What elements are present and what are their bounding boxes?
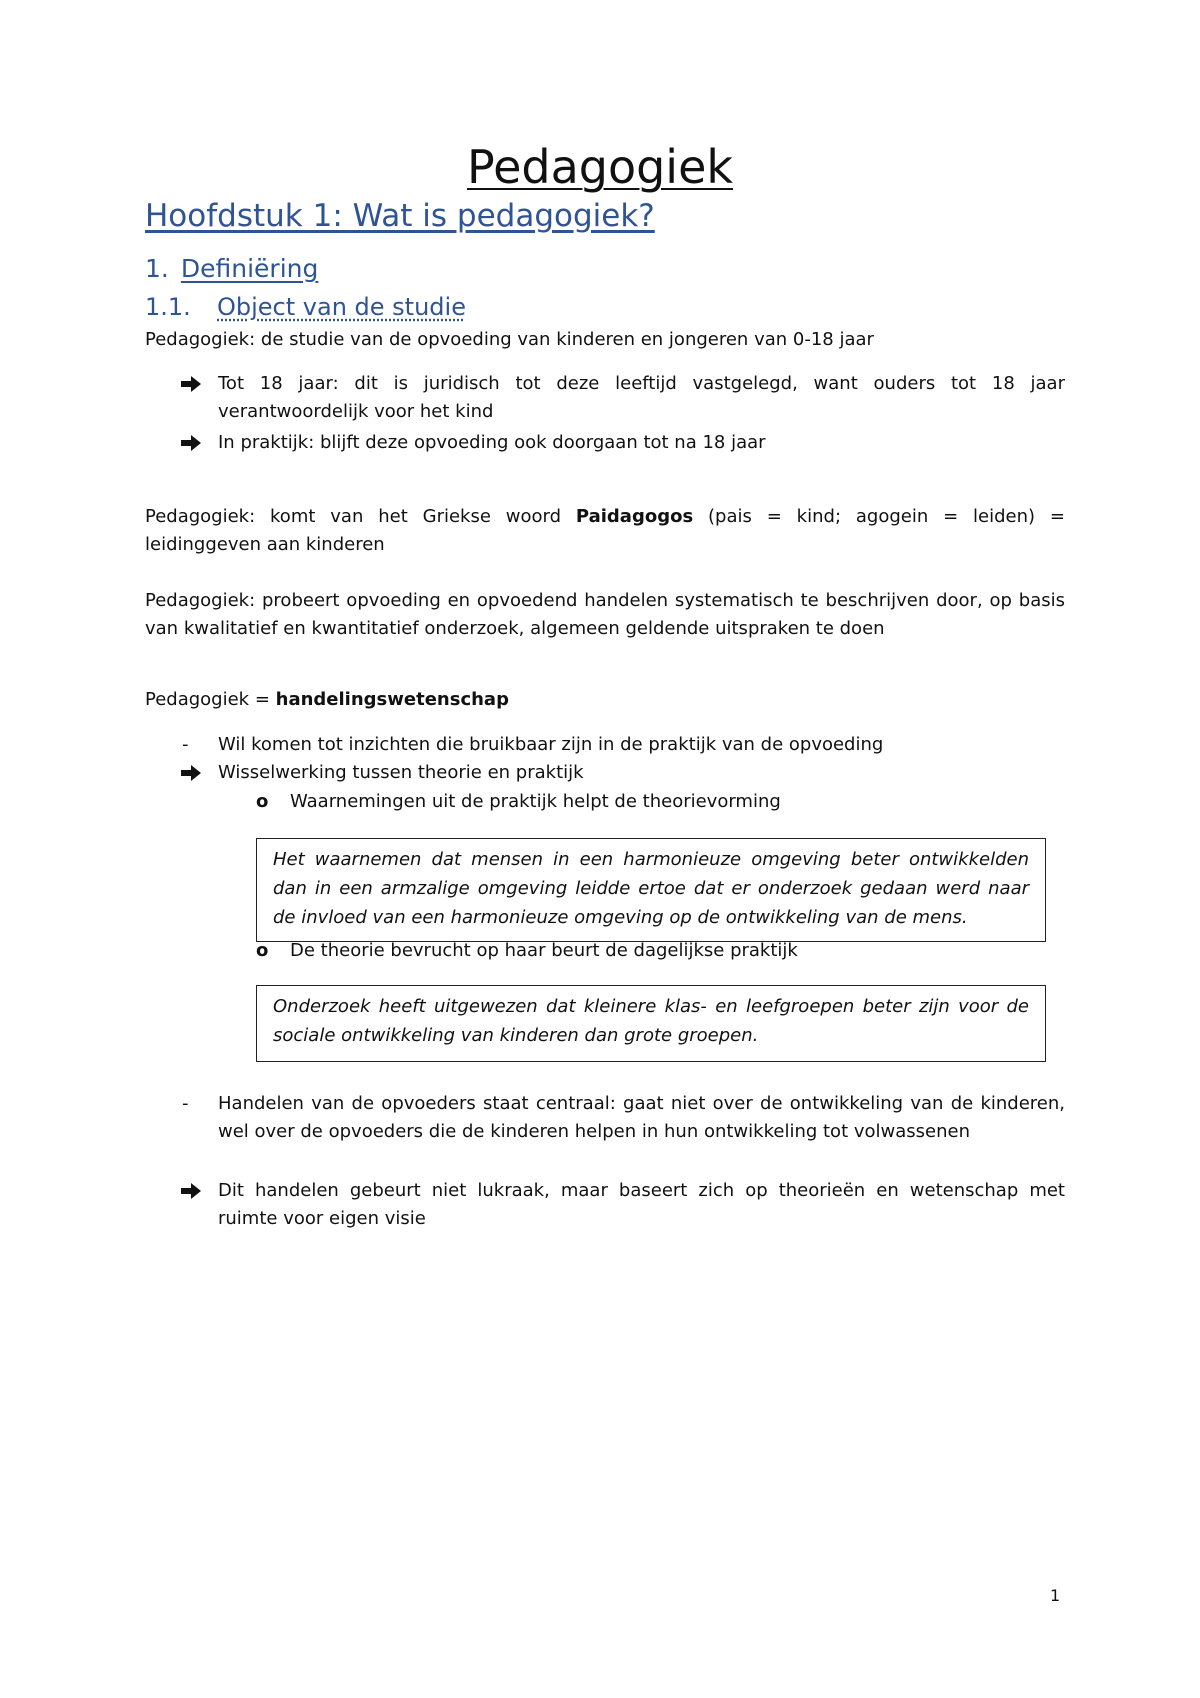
list-item: De theorie bevrucht op haar beurt de dagelijkse praktijk (290, 940, 798, 961)
subsection-title: Object van de studie (217, 293, 466, 321)
arrow-bullet-icon (180, 434, 202, 452)
def2-pre: Pedagogiek: komt van het Griekse woord (145, 506, 576, 527)
dash-marker: - (182, 734, 189, 755)
list-item: Dit handelen gebeurt niet lukraak, maar baseert zich op theorieën en wetenschap met ruimte voor eigen visie (218, 1180, 1065, 1229)
list-item: Waarnemingen uit de praktijk helpt de theorievorming (290, 791, 781, 812)
example-box-1: Het waarnemen dat mensen in een harmonieuze omgeving beter ontwikkelden dan in een armzalige omgeving leidde ertoe dat er onderzoek gedaan werd naar de invloed van een harmonieuze omgeving op de ontwikkeling van de mens. (256, 838, 1046, 942)
list-item: In praktijk: blijft deze opvoeding ook doorgaan tot na 18 jaar (218, 432, 766, 453)
circle-marker: o (256, 940, 269, 961)
section-heading (145, 254, 318, 284)
section-title: Definiëring (180, 254, 319, 283)
list-item: Handelen van de opvoeders staat centraal: gaat niet over de ontwikkeling van de kinderen, wel over de opvoeders die de kinderen helpen in hun ontwikkeling tot volwassenen (218, 1093, 1065, 1142)
definition-paragraph-1: Pedagogiek: de studie van de opvoeding van kinderen en jongeren van 0-18 jaar (145, 329, 874, 350)
subsection-heading (145, 293, 466, 322)
list-item: Tot 18 jaar: dit is juridisch tot deze leeftijd vastgelegd, want ouders tot 18 jaar verantwoordelijk voor het kind (218, 373, 1065, 422)
circle-marker: o (256, 791, 269, 812)
arrow-bullet-icon (180, 375, 202, 393)
def4-bold-term: handelingswetenschap (275, 689, 509, 710)
def2-post: (pais = kind; agogein = leiden) = leidinggeven aan kinderen (145, 506, 1065, 555)
chapter-heading: Hoofdstuk 1: Wat is pedagogiek? (145, 198, 655, 234)
document-title: Pedagogiek (466, 140, 734, 194)
example-box-2: Onderzoek heeft uitgewezen dat kleinere klas- en leefgroepen beter zijn voor de sociale ontwikkeling van kinderen dan grote groepen. (256, 985, 1046, 1062)
arrow-bullet-icon (180, 764, 202, 782)
definition-paragraph-3: Pedagogiek: probeert opvoeding en opvoedend handelen systematisch te beschrijven door, op basis van kwalitatief en kwantitatief onderzoek, algemeen geldende uitspraken te doen (145, 590, 1065, 639)
list-item: Wil komen tot inzichten die bruikbaar zijn in de praktijk van de opvoeding (218, 734, 884, 755)
list-item: Wisselwerking tussen theorie en praktijk (218, 762, 584, 783)
definition-paragraph-4 (145, 686, 1065, 714)
definition-paragraph-2 (145, 503, 1065, 559)
subsection-number: 1.1. (145, 293, 191, 321)
dash-marker: - (182, 1093, 189, 1114)
section-number: 1. (145, 254, 169, 283)
arrow-bullet-icon (180, 1182, 202, 1200)
def2-bold-term: Paidagogos (575, 506, 694, 527)
page-number: 1 (1050, 1586, 1061, 1605)
def4-pre: Pedagogiek = (145, 689, 276, 710)
